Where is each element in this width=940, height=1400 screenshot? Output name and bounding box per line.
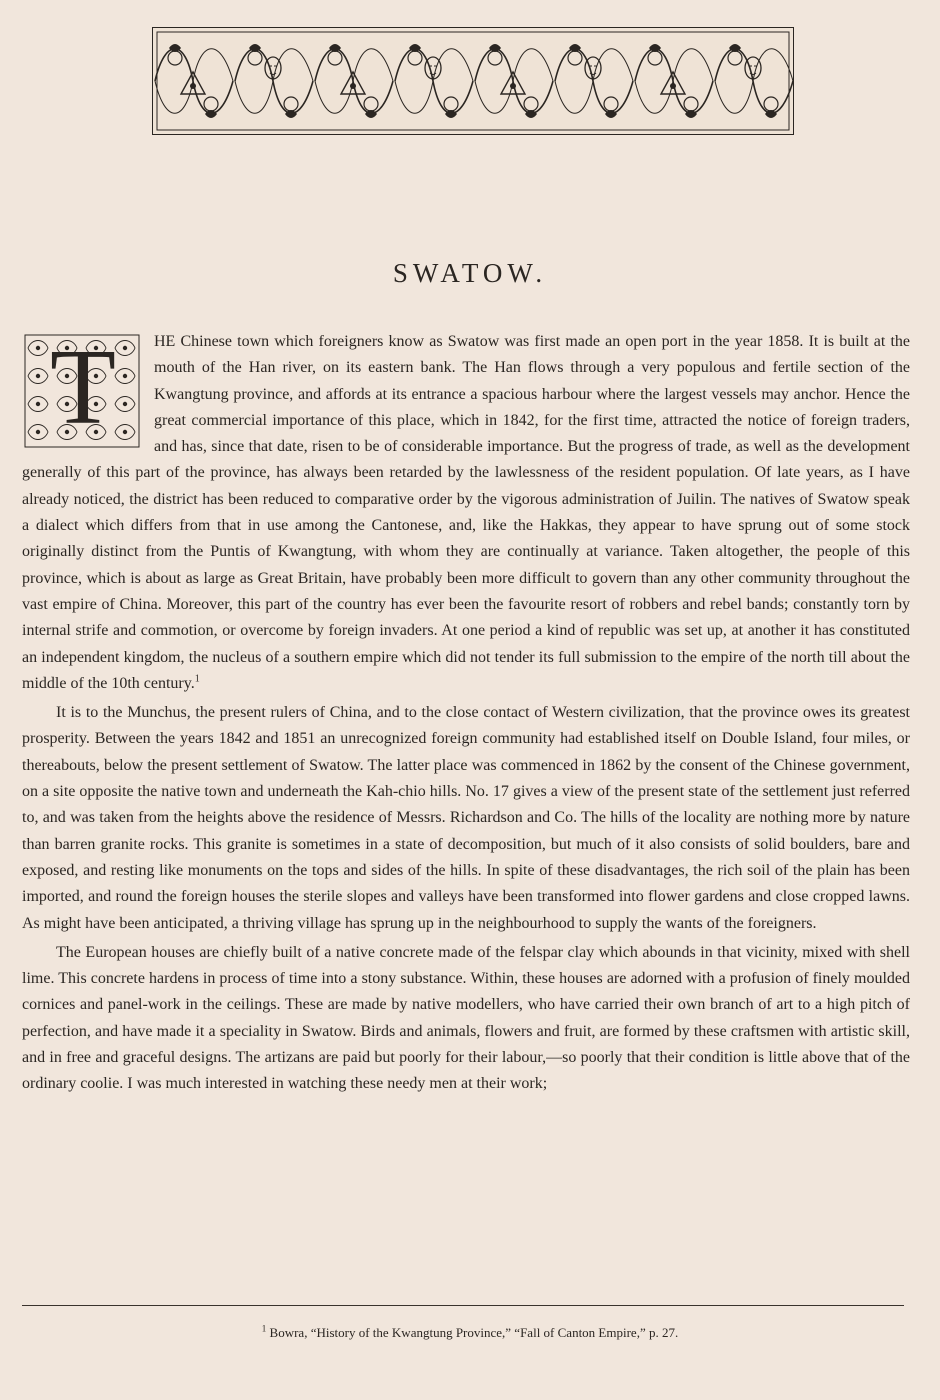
footnote [0,1325,940,1341]
paragraph-1-text: HE Chinese town which foreigners know as Swatow was first made an open port in the year 1858. It is built at the mouth of the Han river, on its eastern bank. The Han flows through a very populous and fertile section of the Kwangtung province, and affords at its entrance a spacious harbour where the largest vessels may anchor. Hence the great commercial importance of this place, which in 1842, for the first time, attracted the notice of foreign traders, and has, since that date, risen to be of considerable importance. But the progress of trade, as well as the development generally of this part of the province, has always been retarded by the lawlessness of the resident population. Of late years, as I have already noticed, the district has been reduced to comparative order by the vigorous administration of Juilin. The natives of Swatow speak a dialect which differs from that in use among the Cantonese, and, like the Hakkas, they appear to have sprung out of some stock originally distinct from the Puntis of Kwangtung, with whom they are continually at variance. Taken altogether, the people of this province, which is about as large as Great Britain, have probably been more difficult to govern than any other community throughout the vast empire of China. Moreover, this part of the country has ever been the favourite resort of robbers and rebel bands; constantly torn by internal strife and commotion, or overcome by foreign invaders. At one period a kind of republic was set up, at another it has constituted an independent kingdom, the nucleus of a southern empire which did not tender its full submission to the empire of the north till about the middle of the 10th century. [22,333,910,692]
footnote-reference: 1 [194,673,200,685]
drop-cap-letter: T [50,328,116,447]
drop-cap [22,328,142,450]
ornamental-headpiece [152,27,794,135]
paragraph-2: It is to the Munchus, the present rulers of China, and to the close contact of Western civilization, that the province owes its greatest prosperity. Between the years 1842 and 1851 an unrecognized foreign community had established itself on Double Island, four miles, or thereabouts, below the present settlement of Swatow. The latter place was commenced in 1862 by the consent of the Chinese government, on a site opposite the native town and underneath the Kah-chio hills. No. 17 gives a view of the present state of the settlement just referred to, and was taken from the heights above the residence of Messrs. Richardson and Co. The hills of the locality are nothing more by nature than barren granite rocks. This granite is sometimes in a state of decomposition, but much of it also consists of solid boulders, bare and exposed, and resting like monuments on the tops and sides of the hills. In spite of these disadvantages, the rich soil of the plain has been imported, and round the foreign houses the sterile slopes and valleys have been transformed into flower gardens and close cropped lawns. As might have been anticipated, a thriving village has sprung up in the neighbourhood to supply the wants of the foreigners. [22,704,910,932]
ornament-scroll-icon [153,28,793,134]
footnote-mark: 1 [261,1323,267,1334]
body-text [22,329,910,1101]
paragraph-1 [22,329,910,697]
footnote-divider [22,1305,904,1306]
footnote-text: Bowra, “History of the Kwangtung Province,” “Fall of Canton Empire,” p. 27. [269,1325,679,1340]
paragraph-3: The European houses are chiefly built of a native concrete made of the felspar clay which abounds in that vicinity, mixed with shell lime. This concrete hardens in process of time into a stony substance. Within, these houses are adorned with a profusion of finely moulded cornices and panel-work in the ceilings. These are made by native modellers, who have carried their own branch of art to a high pitch of perfection, and have made it a speciality in Swatow. Birds and animals, flowers and fruit, are formed by these craftsmen with artistic skill, and in free and graceful designs. The artizans are paid but poorly for their labour,—so poorly that their condition is little above that of the ordinary coolie. I was much interested in watching these needy men at their work; [22,943,910,1093]
page-title: SWATOW. [392,258,548,288]
